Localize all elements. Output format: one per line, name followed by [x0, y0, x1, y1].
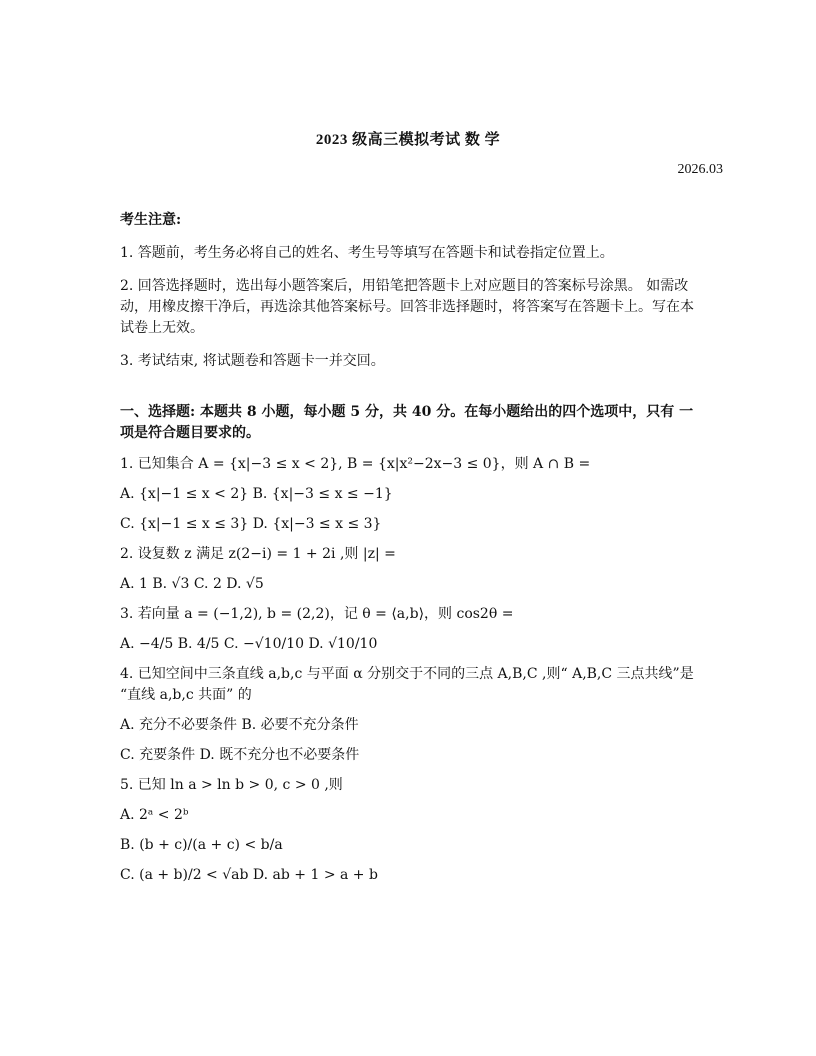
exam-date: 2026.03 [677, 162, 723, 177]
question-1-options-row-1: A. {x|−1 ≤ x < 2} B. {x|−3 ≤ x ≤ −1} [120, 486, 393, 502]
notice-item-1: 1. 答题前，考生务必将自己的姓名、考生号等填写在答题卡和试卷指定位置上。 [120, 245, 614, 261]
question-3-options: A. −4/5 B. 4/5 C. −√10/10 D. √10/10 [120, 636, 378, 652]
section-heading: 一、选择题: 本题共 8 小题，每小题 5 分，共 40 分。在每小题给出的四个选项中，只有 一项是符合题目要求的。 [120, 404, 694, 441]
page-title: 2023 级高三模拟考试 数 学 [315, 132, 501, 148]
question-5-stem: 5. 已知 ln a > ln b > 0, c > 0 ,则 [120, 777, 343, 793]
notice-item-2: 2. 回答选择题时，选出每小题答案后，用铅笔把答题卡上对应题目的答案标号涂黑。 如需改动，用橡皮擦干净后，再选涂其他答案标号。回答非选择题时，将答案写在答题卡上。写在本试卷上无效。 [120, 278, 694, 336]
question-5-option-b: B. (b + c)/(a + c) < b/a [120, 837, 283, 853]
question-4-stem: 4. 已知空间中三条直线 a,b,c 与平面 α 分别交于不同的三点 A,B,C ,则“ A,B,C 三点共线”是 “直线 a,b,c 共面” 的 [120, 666, 694, 703]
question-2-options: A. 1 B. √3 C. 2 D. √5 [120, 576, 264, 592]
question-4-options-row-2: C. 充要条件 D. 既不充分也不必要条件 [120, 747, 360, 763]
notice-heading: 考生注意: [120, 212, 182, 228]
question-2-stem: 2. 设复数 z 满足 z(2−i) = 1 + 2i ,则 |z| = [120, 546, 396, 562]
question-1-stem: 1. 已知集合 A = {x|−3 ≤ x < 2}, B = {x|x²−2x−3 ≤ 0}，则 A ∩ B = [120, 456, 591, 472]
question-4-options-row-1: A. 充分不必要条件 B. 必要不充分条件 [120, 717, 359, 733]
exam-content [120, 210, 705, 895]
question-5-option-a: A. 2ᵃ < 2ᵇ [120, 807, 189, 823]
question-5-options-c-d: C. (a + b)/2 < √ab D. ab + 1 > a + b [120, 867, 378, 883]
question-1-options-row-2: C. {x|−1 ≤ x ≤ 3} D. {x|−3 ≤ x ≤ 3} [120, 516, 382, 532]
notice-item-3: 3. 考试结束, 将试题卷和答题卡一并交回。 [120, 353, 385, 369]
question-3-stem: 3. 若向量 a = (−1,2), b = (2,2)，记 θ = ⟨a,b⟩，则 cos2θ = [120, 606, 514, 622]
